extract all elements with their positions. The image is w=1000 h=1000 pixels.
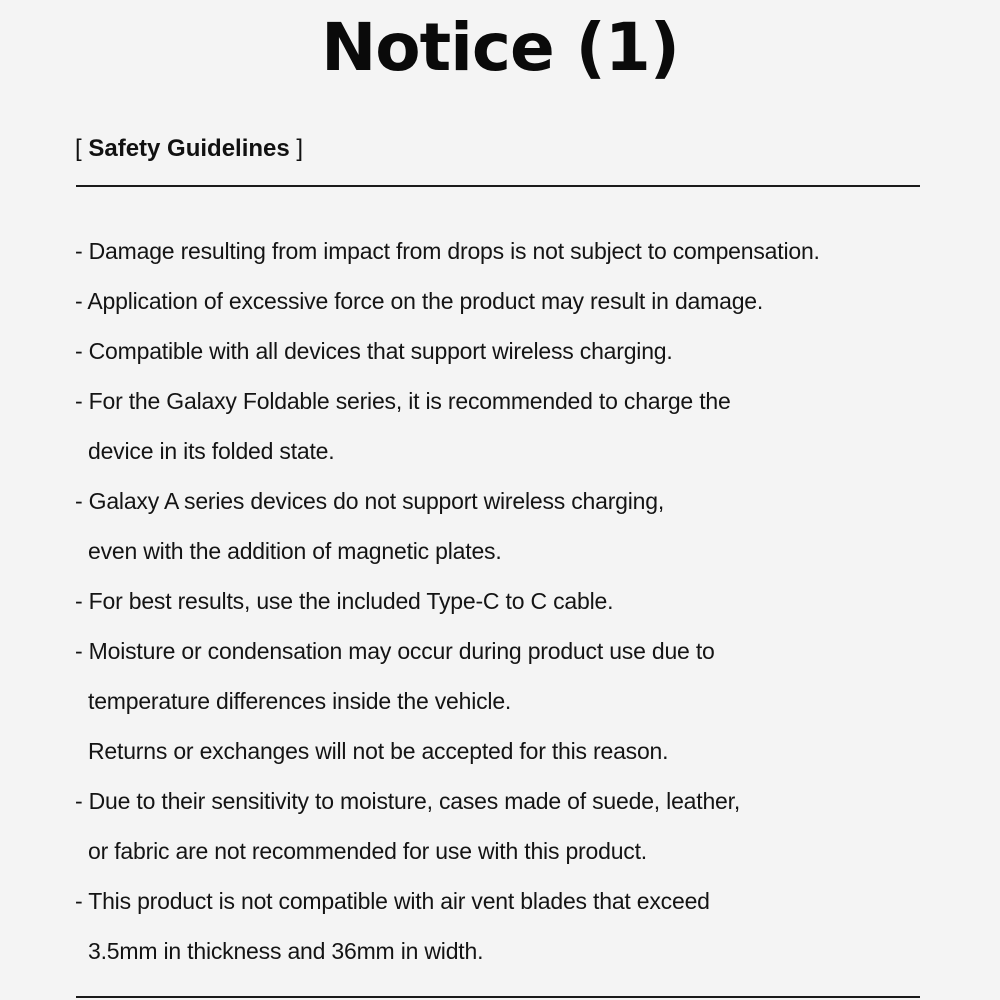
bracket-close: ] (296, 135, 304, 162)
guideline-line: - This product is not compatible with air vent blades that exceed (75, 888, 710, 914)
guideline-line: - For the Galaxy Foldable series, it is recommended to charge the (75, 388, 731, 414)
guideline-line-continuation: even with the addition of magnetic plates. (88, 538, 502, 564)
page-title: Notice (1) (321, 9, 679, 86)
section-heading-text: Safety Guidelines (88, 135, 290, 162)
guideline-line: - Due to their sensitivity to moisture, cases made of suede, leather, (75, 788, 741, 814)
guideline-line: - Moisture or condensation may occur during product use due to (75, 638, 715, 664)
bottom-divider (76, 996, 920, 998)
guideline-line: - For best results, use the included Type-C to C cable. (75, 588, 614, 614)
bracket-open: [ (75, 135, 82, 162)
guideline-line-continuation: device in its folded state. (88, 438, 335, 464)
guideline-line: - Damage resulting from impact from drops is not subject to compensation. (75, 238, 820, 264)
guideline-line-continuation: Returns or exchanges will not be accepted for this reason. (88, 738, 669, 764)
guideline-line-continuation: or fabric are not recommended for use with this product. (88, 838, 647, 864)
guideline-line-continuation: temperature differences inside the vehicle. (88, 688, 512, 714)
guidelines-list (75, 226, 820, 976)
top-divider (76, 185, 920, 187)
section-heading (75, 134, 303, 164)
guideline-line: - Application of excessive force on the product may result in damage. (75, 288, 764, 314)
guideline-line: - Galaxy A series devices do not support wireless charging, (75, 488, 665, 514)
guideline-line-continuation: 3.5mm in thickness and 36mm in width. (88, 938, 484, 964)
guideline-line: - Compatible with all devices that support wireless charging. (75, 338, 673, 364)
